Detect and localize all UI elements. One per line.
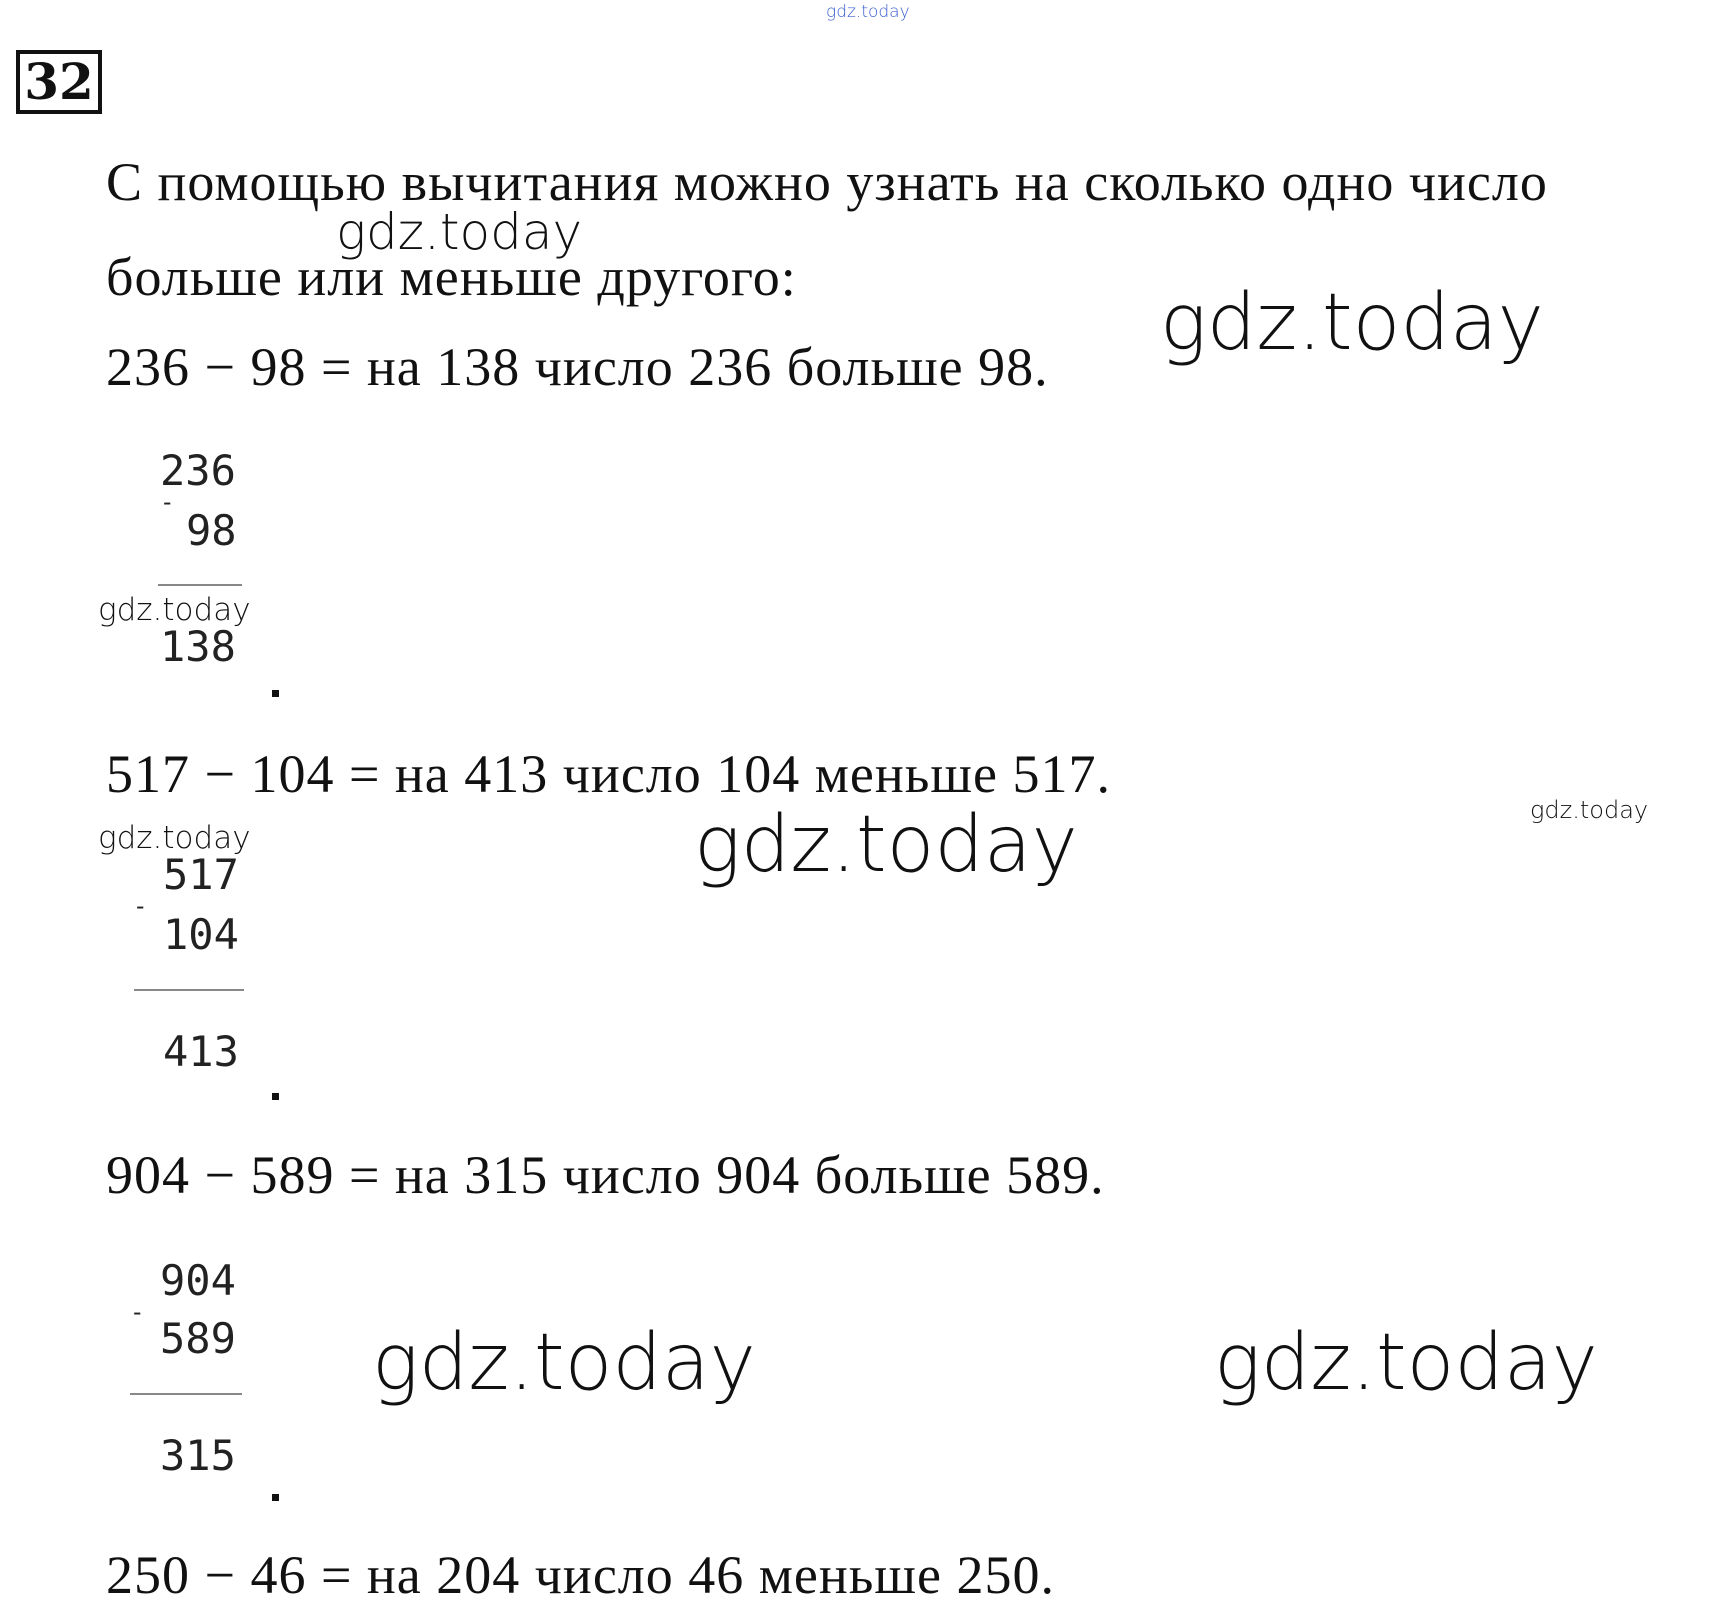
column-3-rule — [130, 1393, 242, 1395]
equation-4: 250 − 46 = на 204 число 46 меньше 250. — [106, 1545, 1055, 1605]
column-2-minus: - — [133, 892, 148, 920]
equation-2: 517 − 104 = на 413 число 104 меньше 517. — [106, 744, 1111, 804]
intro-line-1: С помощью вычитания можно узнать на сколько одно число — [106, 152, 1548, 212]
problem-number: 32 — [16, 50, 102, 114]
column-3-difference: 315 — [160, 1431, 236, 1480]
column-1-dot — [272, 690, 279, 697]
column-3-minus: - — [130, 1298, 145, 1326]
watermark: gdz.today — [1160, 278, 1544, 368]
watermark-top: gdz.today — [826, 2, 910, 22]
equation-1: 236 − 98 = на 138 число 236 больше 98. — [106, 337, 1049, 397]
watermark: gdz.today — [372, 1318, 756, 1408]
watermark: gdz.today — [336, 203, 583, 261]
column-3-dot — [272, 1494, 279, 1501]
watermark: gdz.today — [98, 592, 251, 628]
watermark: gdz.today — [1214, 1318, 1598, 1408]
column-1-minus: - — [160, 488, 175, 516]
column-3-subtrahend: 589 — [160, 1314, 236, 1363]
equation-3: 904 − 589 = на 315 число 904 больше 589. — [106, 1145, 1105, 1205]
column-2-rule — [134, 989, 244, 991]
column-2-subtrahend: 104 — [163, 910, 239, 959]
watermark: gdz.today — [1530, 796, 1649, 824]
watermark: gdz.today — [98, 820, 251, 856]
column-2-dot — [272, 1093, 279, 1100]
column-1-minuend: 236 — [160, 446, 236, 495]
column-1-subtrahend: 98 — [186, 506, 237, 555]
watermark: gdz.today — [694, 800, 1078, 890]
column-1-rule — [158, 584, 242, 586]
intro-line-2: больше или меньше другого: — [106, 247, 797, 307]
column-2-minuend: 517 — [163, 850, 239, 899]
column-2-difference: 413 — [163, 1027, 239, 1076]
column-3-minuend: 904 — [160, 1256, 236, 1305]
column-1-difference: 138 — [160, 622, 236, 671]
